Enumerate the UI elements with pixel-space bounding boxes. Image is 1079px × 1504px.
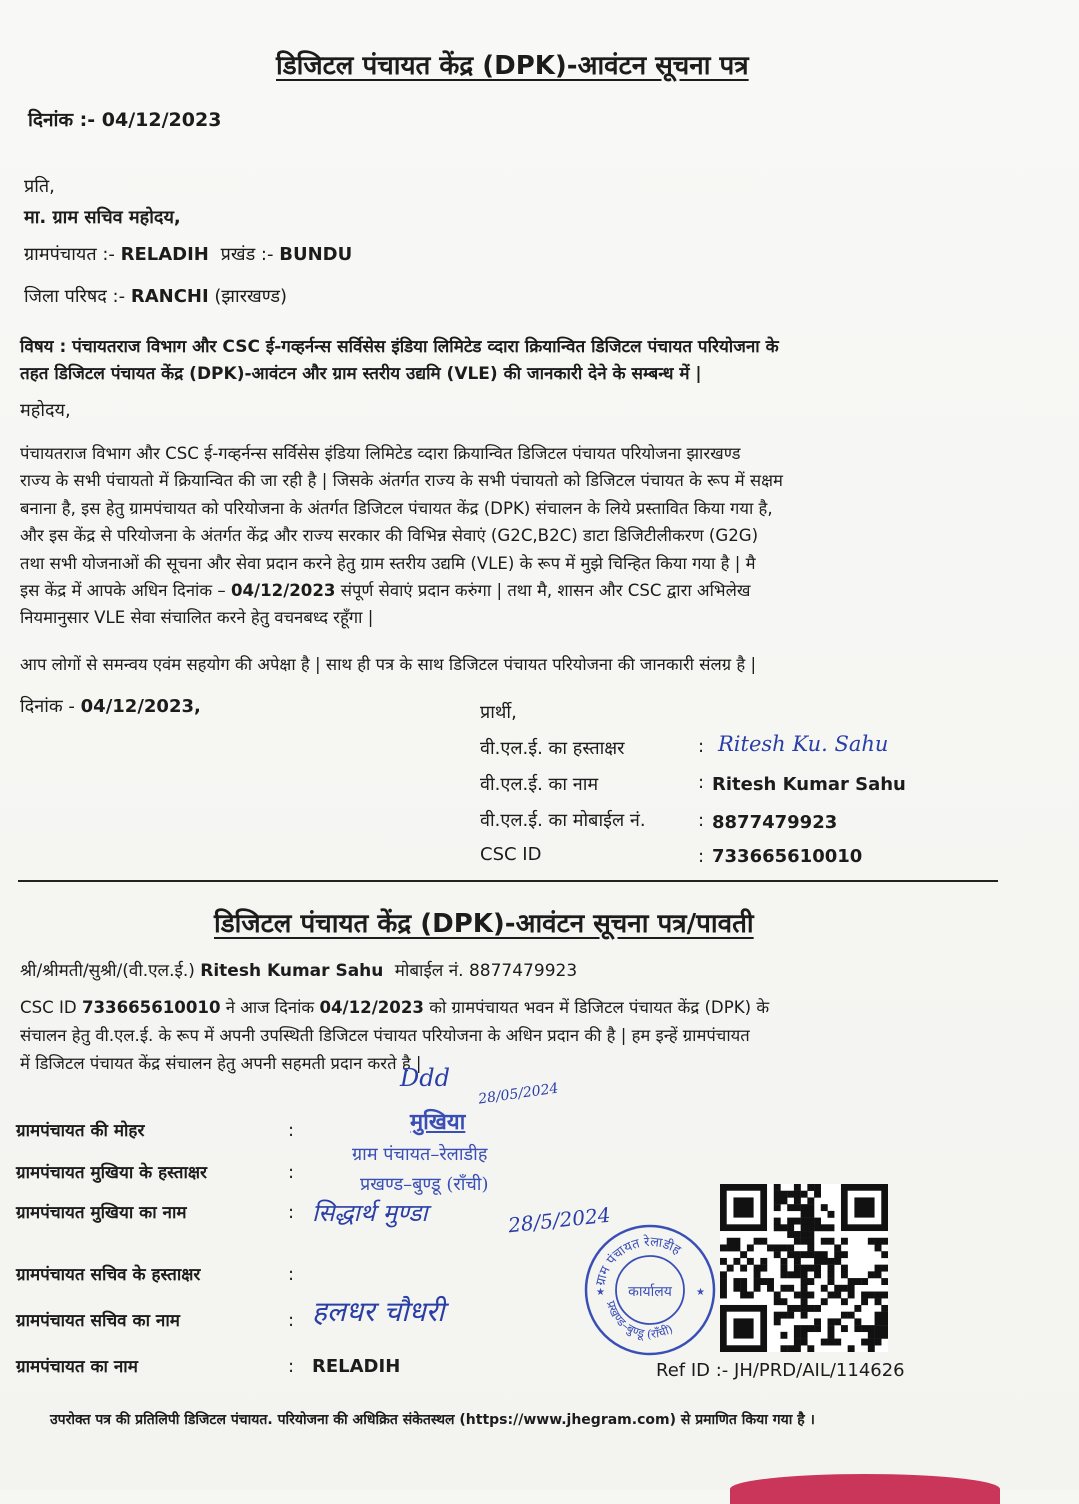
svg-text:★: ★ xyxy=(696,1287,705,1298)
section-divider xyxy=(18,880,998,882)
stamp-line-2: प्रखण्ड–बुण्डू (राँची) xyxy=(360,1174,489,1195)
gp-name-label: ग्रामपंचायत का नाम xyxy=(16,1357,138,1377)
body-line-7: नियमानुसार VLE सेवा संचालित करने हेतु वचनबध्द रहूँगा | xyxy=(20,608,374,628)
sachiv-name-colon: : xyxy=(288,1310,295,1331)
qr-code-icon xyxy=(720,1184,888,1352)
salutation: मा. ग्राम सचिव महोदय, xyxy=(24,207,181,228)
body-line-4: और इस केंद्र से परियोजना के अंतर्गत केंद्र और राज्य सरकार की विभिन्न सेवाएं (G2C,B2C) डाटा डिजिटीलीकरण (G2G) xyxy=(20,526,759,546)
body-line-3: बनाना है, इस हेतु ग्रामपंचायत को परियोजना के अंतर्गत डिजिटल पंचायत केंद्र (DPK) संचालन के लिये प्रस्तावित किया गया है, xyxy=(20,498,773,518)
mukhiya-name-label: ग्रामपंचायत मुखिया का नाम xyxy=(16,1203,187,1223)
vle-sign-colon: : xyxy=(698,736,705,757)
csc-id-value: 733665610010 xyxy=(712,846,863,867)
block-value: BUNDU xyxy=(279,244,353,265)
body-paragraph-2: आप लोगों से समन्वय एवंम सहयोग की अपेक्षा है | साथ ही पत्र के साथ डिजिटल पंचायत परियोजना की जानकारी संलग्र है | xyxy=(20,655,757,674)
seal-colon: : xyxy=(288,1120,295,1141)
service-date: 04/12/2023 xyxy=(230,581,336,601)
receipt-line-1: श्री/श्रीमती/सुश्री/(वी.एल.ई.) Ritesh Kumar Sahu मोबाईल नं. 8877479923 xyxy=(20,961,578,981)
district-label: जिला परिषद :- xyxy=(24,286,126,307)
receipt-title: डिजिटल पंचायत केंद्र (DPK)-आवंटन सूचना पत्र/पावती xyxy=(214,909,754,939)
applicant-label: प्रार्थी, xyxy=(480,702,517,723)
csc-id-colon: : xyxy=(698,846,705,867)
state: (झारखण्ड) xyxy=(214,286,287,307)
receipt-paragraph: CSC ID 733665610010 ने आज दिनांक 04/12/2023 को ग्रामपंचायत भवन में डिजिटल पंचायत केंद्र (DPK) के संचालन हेतु वी.एल.ई. के रूप में अपनी उपस्थिती डिजिटल पंचायत परियोजना के अधिन प्रदान की है | हम इन्हें ग्रामपंचायत में डिजिटल पंचायत केंद्र संचालन हेतु अपनी सहमती प्रदान करते है | xyxy=(20,998,770,1073)
date-value: 04/12/2023 xyxy=(101,109,222,131)
footer-note: उपरोक्त पत्र की प्रतिलिपी डिजिटल पंचायत. परियोजना की अधिक्रित संकेतस्थल (https://www.jhegram.com) से प्रमाणित किया गया है । xyxy=(50,1412,815,1428)
csc-id-label: CSC ID xyxy=(480,844,542,865)
vle-mobile-colon: : xyxy=(698,810,705,831)
mukhiya-signature: Ddd xyxy=(400,1064,450,1092)
prati: प्रति, xyxy=(24,176,55,197)
svg-text:★: ★ xyxy=(596,1287,605,1298)
sachiv-name-handwritten: हलधर चौधरी xyxy=(312,1295,445,1328)
district-value: RANCHI xyxy=(130,286,209,307)
body-line-5: तथा सभी योजनाओं की सूचना और सेवा प्रदान करने हेतु ग्राम स्तरीय उद्यमि (VLE) के रूप में मुझे चिन्हित किया गया है | मै xyxy=(20,553,756,573)
gram-panchayat-line xyxy=(24,242,352,266)
gp-label: ग्रामपंचायत :- xyxy=(24,244,115,265)
mukhiya-sign-label: ग्रामपंचायत मुखिया के हस्ताक्षर xyxy=(16,1163,207,1183)
ref-value: JH/PRD/AIL/114626 xyxy=(734,1360,905,1381)
district-line xyxy=(24,284,287,308)
bottom-mark xyxy=(730,1474,1000,1504)
sachiv-name-label: ग्रामपंचायत सचिव का नाम xyxy=(16,1311,180,1331)
mukhiya-name-handwritten: सिद्धार्थ मुण्डा xyxy=(312,1199,428,1227)
qr-code xyxy=(720,1184,888,1352)
mukhiya-stamp-title: मुखिया xyxy=(410,1109,466,1135)
sachiv-sign-colon: : xyxy=(288,1264,295,1285)
stamp-line-1: ग्राम पंचायत–रेलाडीह xyxy=(352,1144,488,1165)
issue-date xyxy=(28,106,221,132)
vle-signature: Ritesh Ku. Sahu xyxy=(718,732,889,756)
vle-sign-label: वी.एल.ई. का हस्ताक्षर xyxy=(480,738,625,759)
sign-date-handwritten: 28/5/2024 xyxy=(507,1202,612,1238)
office-seal-icon xyxy=(582,1222,718,1358)
body-line-1: पंचायतराज विभाग और CSC ई-गव्हर्नन्स सर्विसेस इंडिया लिमिटेड व्दारा क्रियान्वित डिजिटल पंचायत परियोजना झारखण्ड xyxy=(20,444,741,463)
receipt-date: 04/12/2023 xyxy=(319,998,424,1017)
body-line-2: राज्य के सभी पंचायतो में क्रियान्वित की जा रही है | जिसके अंतर्गत राज्य के सभी पंचायतो को डिजिटल पंचायत के रूप में सक्षम xyxy=(20,471,783,491)
seal-bottom-text: प्रखण्ड–बुण्डू (राँची) xyxy=(603,1299,676,1342)
ref-label: Ref ID :- xyxy=(656,1360,729,1381)
gp-value: RELADIH xyxy=(120,244,209,265)
seal-top-text: ग्राम पंचायत रेलाडीह xyxy=(593,1234,684,1288)
seal-center-text: कार्यालय xyxy=(628,1284,672,1300)
receipt-csc-id: 733665610010 xyxy=(81,998,221,1017)
subject-line-1: विषय : पंचायतराज विभाग और CSC ई-गव्हर्नन्स सर्विसेस इंडिया लिमिटेड व्दारा क्रियान्वित डिजिटल पंचायत परियोजना के xyxy=(20,337,779,357)
vle-mobile-label: वी.एल.ई. का मोबाईल नं. xyxy=(480,810,646,831)
subject-line-2: तहत डिजिटल पंचायत केंद्र (DPK)-आवंटन और ग्राम स्तरीय उद्यमि (VLE) की जानकारी देने के सम्बन्ध में | xyxy=(20,364,702,385)
gp-name-colon: : xyxy=(288,1356,295,1377)
document-title: डिजिटल पंचायत केंद्र (DPK)-आवंटन सूचना पत्र xyxy=(276,51,749,81)
receipt-vle-name: Ritesh Kumar Sahu xyxy=(200,961,384,981)
body-paragraph xyxy=(20,440,783,632)
ref-id xyxy=(656,1360,905,1381)
sachiv-sign-label: ग्रामपंचायत सचिव के हस्ताक्षर xyxy=(16,1265,201,1285)
mukhiya-sign-date: 28/05/2024 xyxy=(477,1080,560,1108)
block-label: प्रखंड :- xyxy=(220,244,274,265)
seal-label: ग्रामपंचायत की मोहर xyxy=(16,1121,145,1141)
subject xyxy=(20,334,779,389)
vle-mobile-value: 8877479923 xyxy=(712,812,838,833)
office-seal xyxy=(582,1222,718,1358)
vle-name-colon: : xyxy=(698,772,705,793)
vle-name-value: Ritesh Kumar Sahu xyxy=(712,774,906,795)
greeting: महोदय, xyxy=(20,400,71,421)
vle-name-label: वी.एल.ई. का नाम xyxy=(480,774,599,795)
date-label: दिनांक :- xyxy=(28,109,96,131)
body-line-6: इस केंद्र में आपके अधिन दिनांक – 04/12/2023 संपूर्ण सेवाएं प्रदान करुंगा | तथा मै, शासन और CSC द्वारा अभिलेख xyxy=(20,581,751,601)
mukhiya-name-colon: : xyxy=(288,1202,295,1223)
closing-date: दिनांक - 04/12/2023, xyxy=(20,696,201,717)
mukhiya-sign-colon: : xyxy=(288,1162,295,1183)
gp-name-value: RELADIH xyxy=(312,1356,401,1377)
